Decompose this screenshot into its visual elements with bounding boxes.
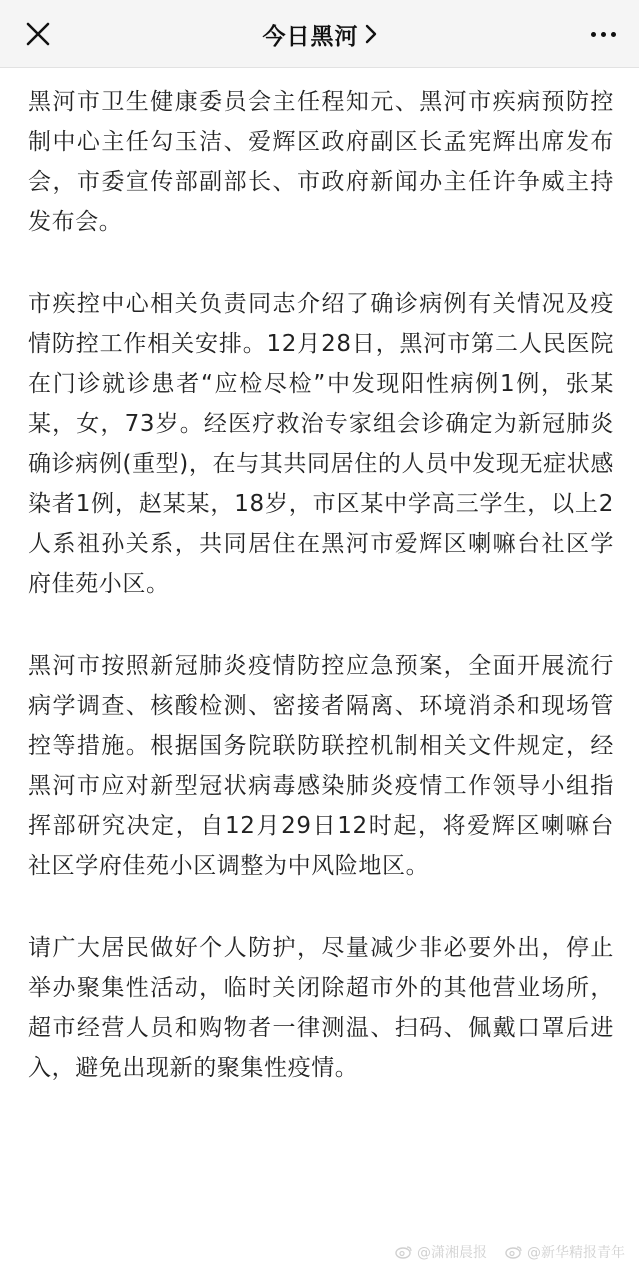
weibo-logo-icon (395, 1245, 413, 1259)
more-options-button[interactable] (581, 14, 625, 54)
article-paragraph: 黑河市按照新冠肺炎疫情防控应急预案，全面开展流行病学调查、核酸检测、密接者隔离、环境消杀和现场管控等措施。根据国务院联防联控机制相关文件规定，经黑河市应对新型冠状病毒感染肺炎疫情工作领导小组指挥部研究决定，自12月29日12时起，将爱辉区喇嘛台社区学府佳苑小区调整为中风险地区。 (28, 653, 614, 879)
chevron-right-icon (365, 24, 377, 44)
watermark-text: @新华精报青年 (527, 1245, 625, 1261)
watermark-text: @潇湘晨报 (417, 1245, 487, 1261)
more-dots-icon (601, 32, 606, 37)
more-dots-icon (591, 32, 596, 37)
account-title-link[interactable] (0, 0, 639, 68)
article-body (28, 82, 614, 1130)
article-paragraph: 市疾控中心相关负责同志介绍了确诊病例有关情况及疫情防控工作相关安排。12月28日，黑河市第二人民医院在门诊就诊患者“应检尽检”中发现阳性病例1例，张某某，女，73岁。经医疗救治专家组会诊确定为新冠肺炎确诊病例(重型)，在与其共同居住的人员中发现无症状感染者1例，赵某某，18岁，市区某中学高三学生，以上2人系祖孙关系，共同居住在黑河市爱辉区喇嘛台社区学府佳苑小区。 (28, 291, 614, 597)
watermark-bar (395, 1242, 625, 1262)
more-dots-icon (611, 32, 616, 37)
article-paragraph: 请广大居民做好个人防护，尽量减少非必要外出，停止举办聚集性活动，临时关闭除超市外的其他营业场所，超市经营人员和购物者一律测温、扫码、佩戴口罩后进入，避免出现新的聚集性疫情。 (28, 935, 614, 1081)
watermark-item (395, 1242, 487, 1262)
weibo-logo-icon (505, 1245, 523, 1259)
top-navigation-bar (0, 0, 639, 68)
account-title: 今日黑河 (262, 23, 359, 50)
watermark-item (505, 1242, 625, 1262)
article-paragraph: 黑河市卫生健康委员会主任程知元、黑河市疾病预防控制中心主任勾玉洁、爱辉区政府副区长孟宪辉出席发布会，市委宣传部副部长、市政府新闻办主任许争威主持发布会。 (28, 89, 614, 235)
